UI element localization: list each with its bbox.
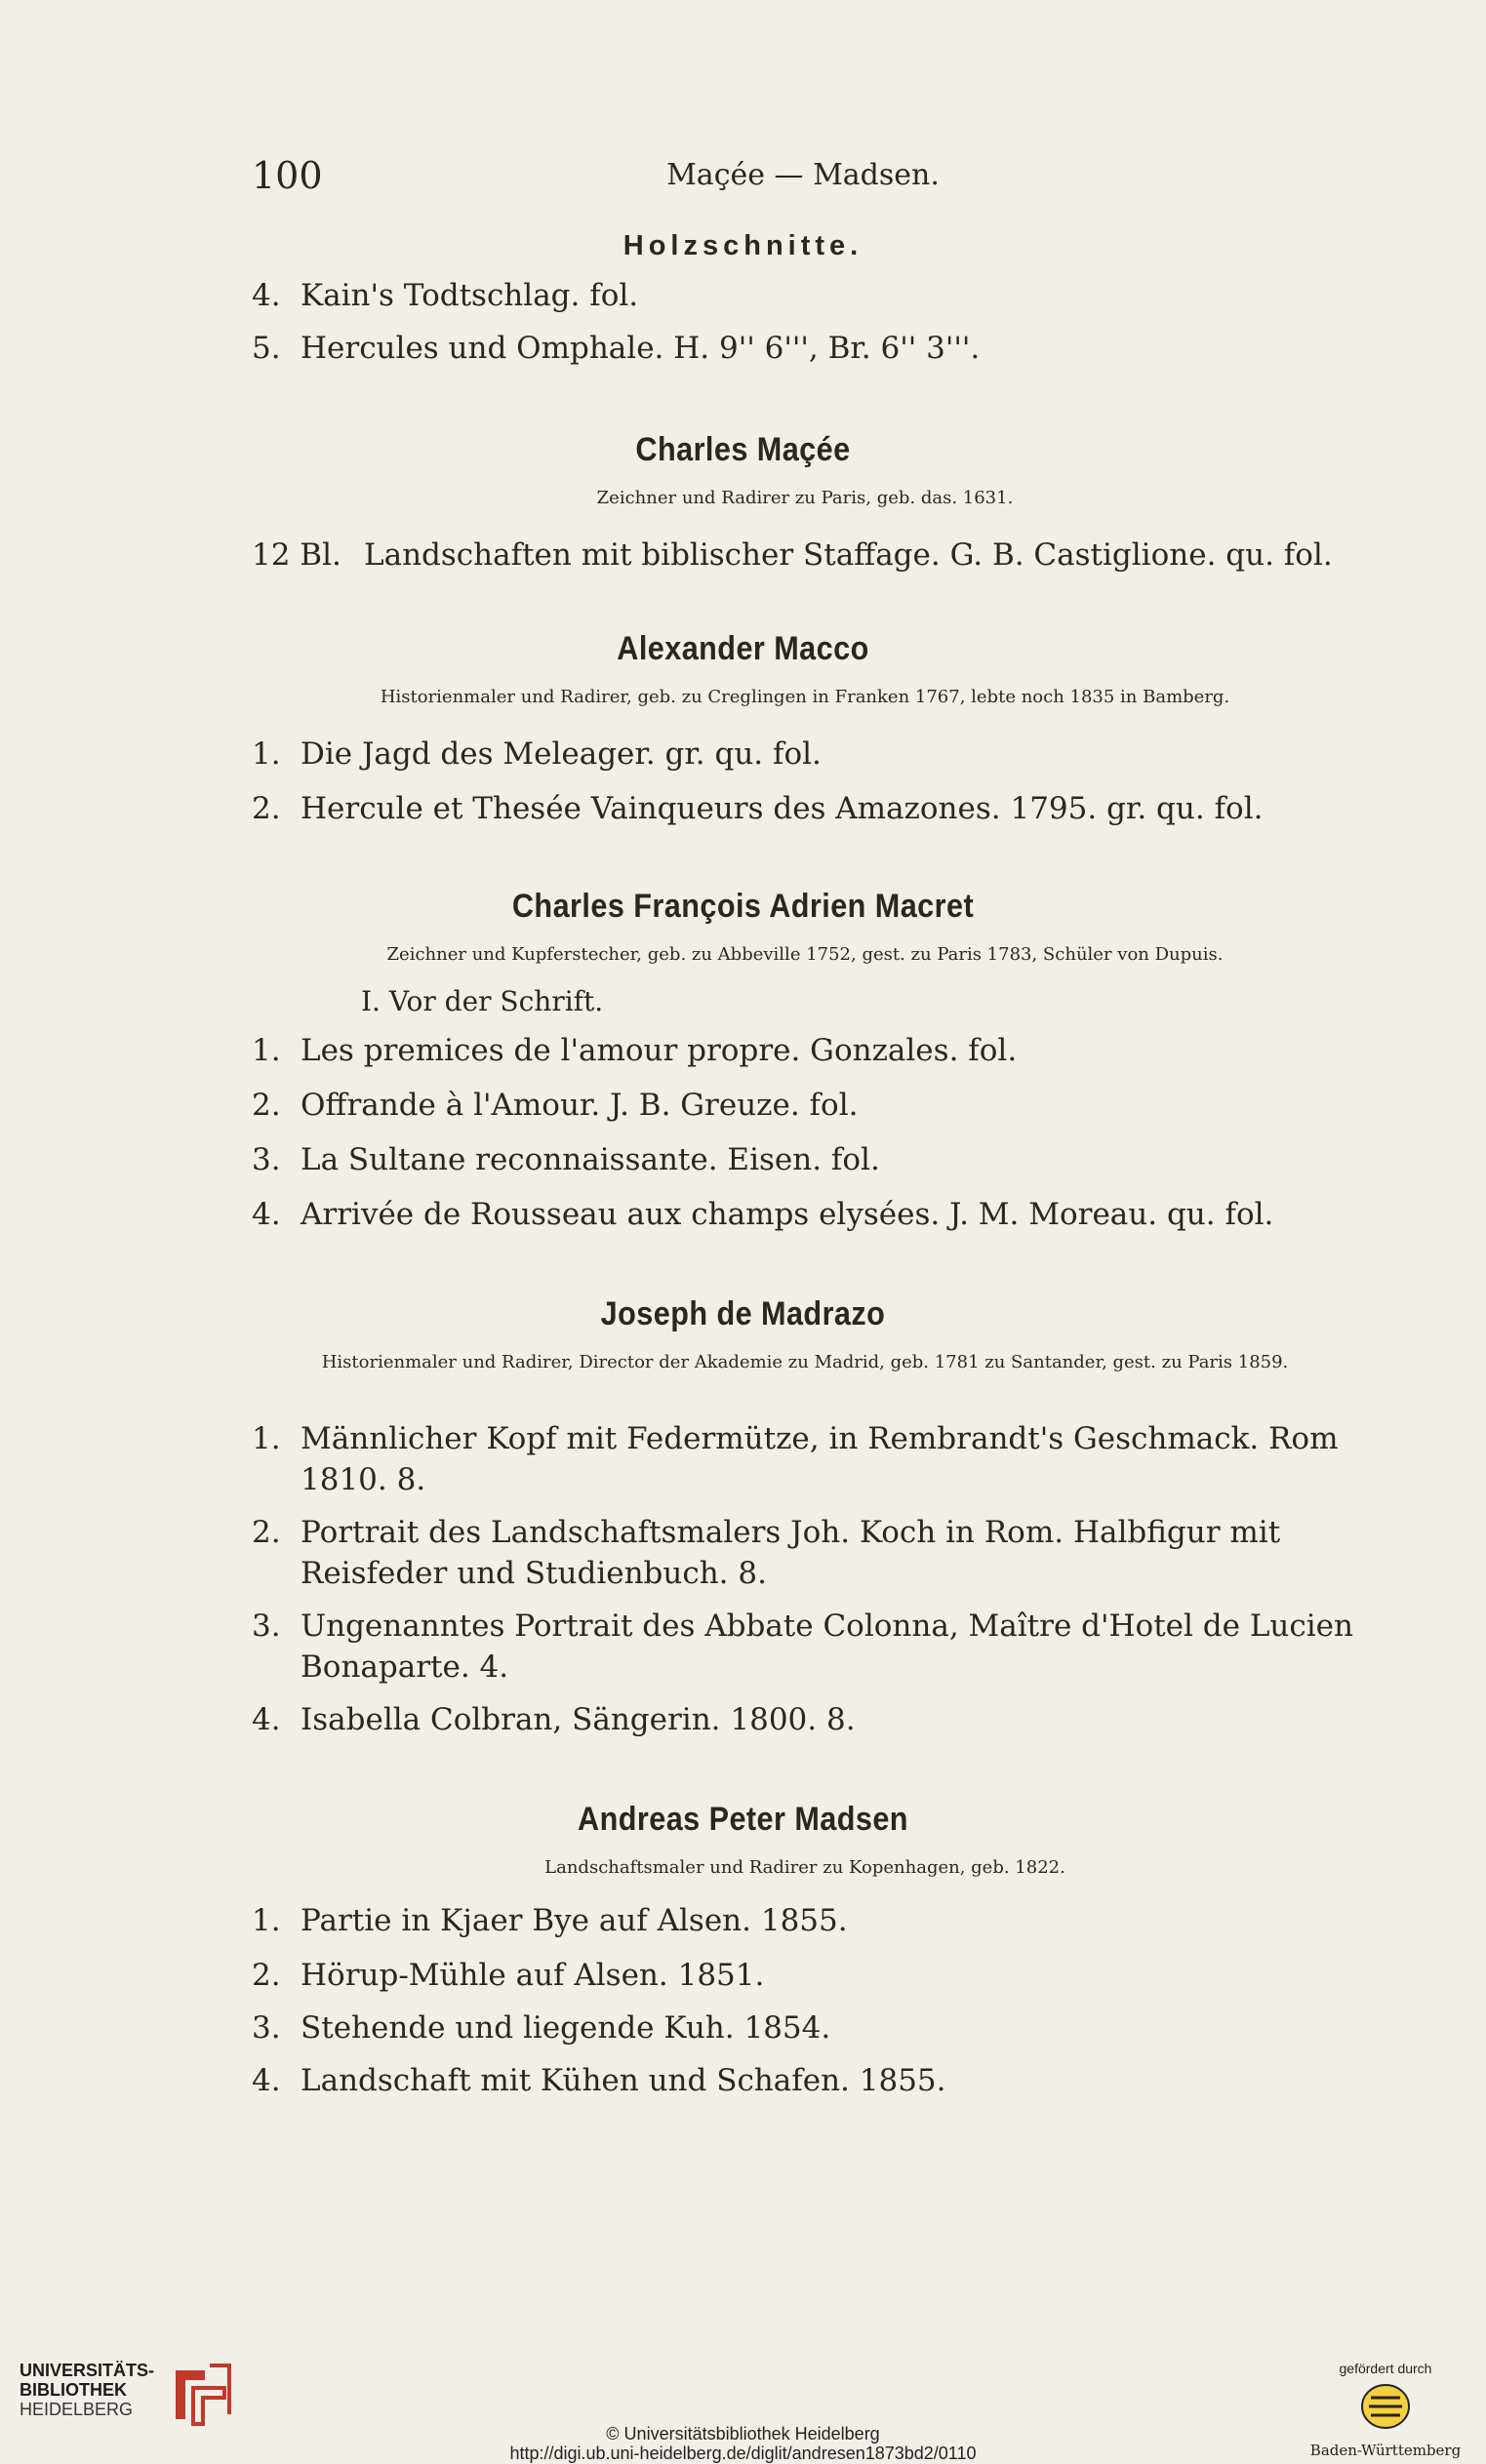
artist-description-madrazo: Historienmaler und Radirer, Director der Akademie zu Madrid, geb. 1781 zu Santander, gest. zu Paris 1859. xyxy=(321,1352,1289,1372)
list-item xyxy=(252,275,1354,316)
list-item xyxy=(252,2060,1354,2101)
item-text: Männlicher Kopf mit Federmütze, in Rembrandt's Geschmack. Rom 1810. 8. xyxy=(301,1421,1339,1497)
page-number: 100 xyxy=(252,154,323,197)
item-number: 4. xyxy=(252,1702,281,1737)
item-number: 1. xyxy=(252,1903,281,1938)
item-number: 3. xyxy=(252,1142,281,1177)
list-item xyxy=(252,788,1354,829)
item-number: 12 Bl. xyxy=(252,537,341,573)
list-item xyxy=(252,1418,1354,1500)
artist-description-macco: Historienmaler und Radirer, geb. zu Creglingen in Franken 1767, lebte noch 1835 in Bamberg. xyxy=(380,687,1230,707)
item-number: 1. xyxy=(252,736,281,772)
list-item xyxy=(252,1085,1354,1126)
item-number: 4. xyxy=(252,2063,281,2098)
artist-description-macret: Zeichner und Kupferstecher, geb. zu Abbeville 1752, gest. zu Paris 1783, Schüler von Dupuis. xyxy=(386,944,1224,965)
item-number: 4. xyxy=(252,1197,281,1232)
list-item xyxy=(252,328,1354,369)
item-text: Die Jagd des Meleager. gr. qu. fol. xyxy=(301,736,822,772)
item-text: Isabella Colbran, Sängerin. 1800. 8. xyxy=(301,1702,856,1737)
library-logo[interactable] xyxy=(20,2361,154,2419)
item-number: 1. xyxy=(252,1033,281,1068)
artist-name-madsen: Andreas Peter Madsen xyxy=(578,1801,908,1838)
item-text: Les premices de l'amour propre. Gonzales. fol. xyxy=(301,1033,1018,1068)
list-item xyxy=(252,1699,1354,1740)
list-item xyxy=(252,1955,1354,1996)
library-emblem-icon xyxy=(166,2361,234,2429)
copyright-notice: © Universitätsbibliothek Heidelberg xyxy=(606,2424,880,2444)
artist-name-macco: Alexander Macco xyxy=(617,630,869,667)
list-item xyxy=(252,1194,1354,1235)
item-text: La Sultane reconnaissante. Eisen. fol. xyxy=(301,1142,880,1177)
list-item xyxy=(252,1900,1354,1941)
library-name-line3: HEIDELBERG xyxy=(20,2400,134,2419)
item-text: Landschaft mit Kühen und Schafen. 1855. xyxy=(301,2063,946,2098)
library-name-line1: UNIVERSITÄTS- xyxy=(20,2361,155,2380)
item-text: Ungenanntes Portrait des Abbate Colonna, Maître d'Hotel de Lucien Bonaparte. 4. xyxy=(301,1609,1353,1685)
item-text: Hercules und Omphale. H. 9'' 6''', Br. 6'' 3'''. xyxy=(301,331,981,366)
list-item xyxy=(252,1139,1354,1180)
item-text: Arrivée de Rousseau aux champs elysées. J. M. Moreau. qu. fol. xyxy=(301,1197,1274,1232)
library-name-line2: BIBLIOTHEK xyxy=(20,2380,127,2400)
subheading-vor-der-schrift: I. Vor der Schrift. xyxy=(361,985,604,1017)
list-item xyxy=(252,1030,1354,1071)
item-text: Portrait des Landschaftsmalers Joh. Koch in Rom. Halbfigur mit Reisfeder und Studienbuch. 8. xyxy=(301,1515,1281,1591)
item-text: Landschaften mit biblischer Staffage. G. B. Castiglione. qu. fol. xyxy=(364,537,1333,573)
running-header xyxy=(252,154,1354,203)
item-number: 3. xyxy=(252,2010,281,2046)
artist-name-madrazo: Joseph de Madrazo xyxy=(600,1295,886,1332)
item-number: 1. xyxy=(252,1421,281,1456)
permalink[interactable]: http://digi.ub.uni-heidelberg.de/diglit/andresen1873bd2/0110 xyxy=(509,2444,977,2463)
list-item xyxy=(252,734,1354,775)
item-text: Kain's Todtschlag. fol. xyxy=(301,278,639,313)
coat-of-arms-icon xyxy=(1359,2380,1412,2433)
funder-logo[interactable] xyxy=(1307,2361,1464,2459)
funded-by-label: gefördert durch xyxy=(1339,2361,1432,2376)
item-number: 2. xyxy=(252,791,281,826)
item-number: 2. xyxy=(252,1958,281,1993)
item-text: Offrande à l'Amour. J. B. Greuze. fol. xyxy=(301,1088,859,1123)
item-text: Stehende und liegende Kuh. 1854. xyxy=(301,2010,831,2046)
item-number: 5. xyxy=(252,331,281,366)
running-title: Maçée — Madsen. xyxy=(666,158,940,192)
artist-description-madsen: Landschaftsmaler und Radirer zu Kopenhagen, geb. 1822. xyxy=(544,1857,1065,1878)
item-number: 4. xyxy=(252,278,281,313)
list-item xyxy=(252,1606,1354,1688)
item-text: Hörup-Mühle auf Alsen. 1851. xyxy=(301,1958,765,1993)
artist-name-macee: Charles Maçée xyxy=(635,431,851,468)
item-text: Hercule et Thesée Vainqueurs des Amazones. 1795. gr. qu. fol. xyxy=(301,791,1264,826)
list-item xyxy=(252,2007,1354,2048)
section-heading-holzschnitte: Holzschnitte. xyxy=(623,230,863,261)
artist-name-macret: Charles François Adrien Macret xyxy=(511,888,975,925)
item-text: Partie in Kjaer Bye auf Alsen. 1855. xyxy=(301,1903,848,1938)
list-item xyxy=(252,1512,1354,1594)
item-number: 2. xyxy=(252,1088,281,1123)
list-item xyxy=(252,535,1354,576)
funder-name: Baden-Württemberg xyxy=(1309,2442,1462,2459)
artist-description-macee: Zeichner und Radirer zu Paris, geb. das. 1631. xyxy=(596,488,1014,508)
item-number: 3. xyxy=(252,1609,281,1644)
item-number: 2. xyxy=(252,1515,281,1550)
